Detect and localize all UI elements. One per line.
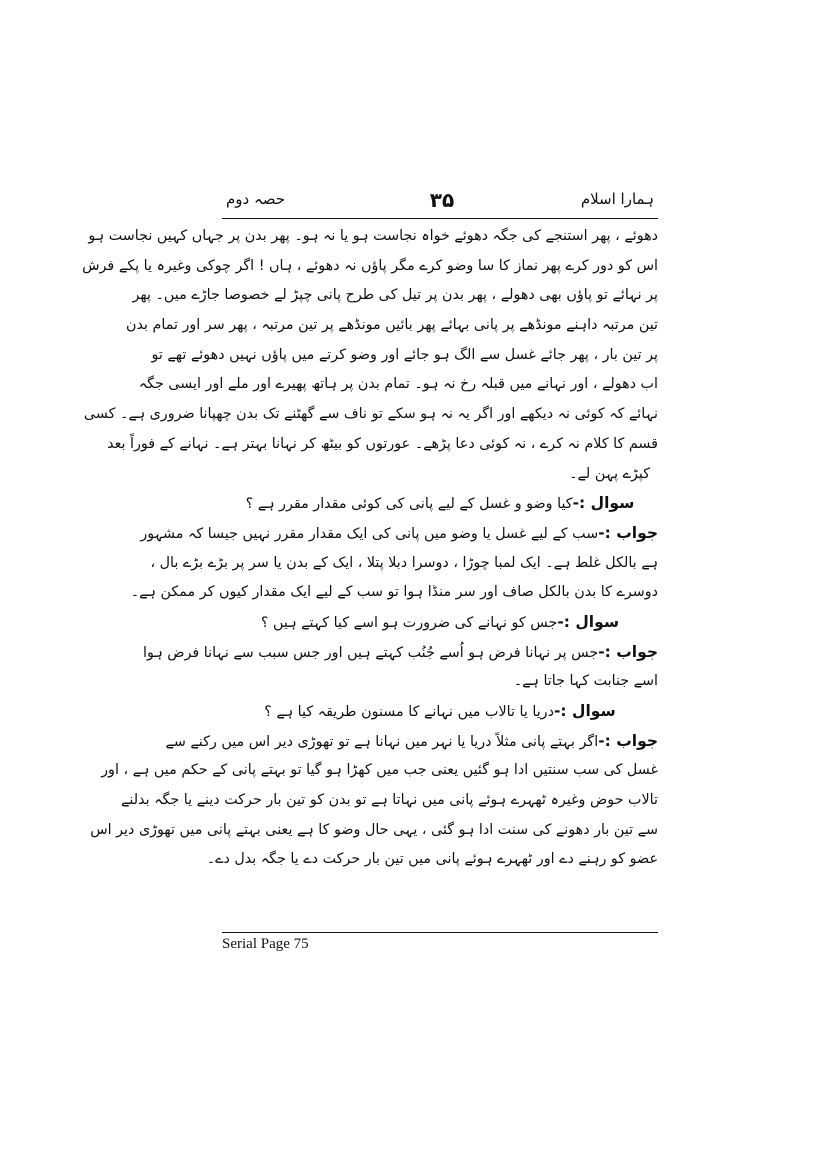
- line-text: دھوئے ، پھر استنجے کی جگہ دھوئے خواہ نجاست ہو یا نہ ہو۔ پھر بدن پر جہاں کہیں نجاست ہو: [88, 228, 658, 244]
- text-line: [83, 400, 658, 430]
- text-line: [140, 519, 658, 549]
- text-line: [88, 222, 658, 252]
- line-text: دوسرے کا بدن بالکل صاف اور سر منڈا ہوا تو سب کے لیے ایک مقدار کیوں کر ممکن ہے۔: [130, 584, 658, 601]
- qa-label: جواب :-: [598, 642, 658, 661]
- line-text: پر تین بار ، پھر جائے غسل سے الگ ہو جائے اور وضو کرتے میں پاؤں نہیں دھوئے تھے تو: [151, 346, 658, 363]
- text-line: [107, 430, 658, 460]
- line-text: اس کو دور کرے پھر نماز کا سا وضو کرے مگر پاؤں نہ دھوئے ، ہاں ! اگر چوکی وغیرہ یا پکے فرش: [82, 257, 658, 274]
- line-text: غسل کی سب سنتیں ادا ہو گئیں یعنی جب میں کھڑا ہو گیا تو بہتے پانی کے حکم میں ہے ، اور: [101, 762, 658, 779]
- page-number: ۳۵: [429, 188, 455, 212]
- line-text: اب دھولے ، اور نہانے میں قبلہ رخ نہ ہو۔ تمام بدن پر ہاتھ پھیرے اور ملے اور ایسی جگہ: [138, 376, 658, 393]
- serial-page-footer: Serial Page 75: [222, 936, 309, 952]
- text-line: [121, 786, 658, 816]
- text-line: [125, 311, 658, 341]
- line-text: تین مرتبہ داہنے مونڈھے پر پانی بہائے پھر بائیں مونڈھے پر تین مرتبہ ، پھر سر اور تمام بدن: [125, 317, 658, 334]
- line-text: ہے بالکل غلط ہے۔ ایک لمبا چوڑا ، دوسرا دبلا پتلا ، ایک کے بدن یا سر پر بڑے بڑے بال ،: [150, 554, 658, 571]
- qa-label: جواب :-: [598, 731, 658, 750]
- text-line: [101, 756, 658, 786]
- qa-label: سوال :-: [553, 702, 616, 720]
- page-header: [222, 188, 658, 219]
- line-text: اسے جنابت کہا جاتا ہے۔: [513, 673, 658, 690]
- text-line: [138, 370, 658, 400]
- book-title: ہمارا اسلام: [580, 190, 654, 208]
- text-line: [165, 727, 658, 757]
- qa-label: سوال :-: [557, 612, 620, 631]
- text-line: [150, 549, 658, 579]
- text-line: [130, 578, 658, 608]
- line-text: کپڑے پہن لے۔: [569, 465, 650, 482]
- text-line: [206, 845, 658, 875]
- page-body-text: [82, 222, 658, 875]
- text-line: [82, 252, 658, 282]
- bottom-rule: [222, 932, 658, 933]
- line-text: سے تین بار دھونے کی سنت ادا ہو گئی ، یہی حال وضو کا ہے یعنی بہتے پانی میں تھوڑی دیر اس: [90, 821, 658, 838]
- text-line: [222, 697, 658, 727]
- text-line: [222, 460, 658, 490]
- book-page: [82, 188, 658, 968]
- line-text: عضو کو رہنے دے اور ٹھہرے ہوئے پانی میں تین بار حرکت دے یا جگہ بدل دے۔: [206, 851, 658, 868]
- text-line: [151, 341, 658, 371]
- line-text: جس پر نہانا فرض ہو اُسے جُنُب کہتے ہیں اور جس سبب سے نہانا فرض ہوا: [142, 644, 599, 661]
- line-text: کیا وضو و غسل کے لیے پانی کی کوئی مقدار مقرر ہے ؟: [245, 496, 573, 513]
- text-line: [90, 816, 658, 846]
- line-text: اگر بہتے پانی مثلاً دریا یا نہر میں نہانا ہے تو تھوڑی دیر اس میں رکنے سے: [165, 733, 599, 750]
- line-text: پر نہائے تو پاؤں بھی دھولے ، پھر بدن پر تیل کی طرح پانی چپڑ لے خصوصا جاڑے میں۔ پھر: [132, 287, 658, 304]
- line-text: تالاب حوض وغیرہ ٹھہرے ہوئے پانی میں نہاتا ہے تو بدن کو تین بار حرکت دینے یا جگہ بدلنے: [121, 792, 658, 809]
- text-line: [222, 667, 658, 697]
- line-text: جس کو نہانے کی ضرورت ہو اسے کیا کہتے ہیں ؟: [260, 614, 558, 631]
- text-line: [222, 608, 658, 638]
- part-label: حصہ دوم: [226, 190, 286, 208]
- line-text: قسم کا کلام نہ کرے ، نہ کوئی دعا پڑھے۔ عورتوں کو بیٹھ کر نہانا بہتر ہے۔ نہانے کے فوراً بعد: [107, 435, 658, 452]
- qa-label: سوال :-: [572, 494, 635, 513]
- text-line: [142, 638, 658, 668]
- qa-label: جواب :-: [598, 523, 658, 542]
- line-text: نہائے کہ کوئی نہ دیکھے اور اگر یہ نہ ہو سکے تو ناف سے گھٹنے تک بدن چھپانا ضروری ہے۔ کسی: [83, 406, 658, 423]
- text-line: [132, 281, 658, 311]
- line-text: دریا یا تالاب میں نہانے کا مسنون طریقہ کیا ہے ؟: [264, 704, 554, 720]
- text-line: [222, 489, 658, 519]
- line-text: سب کے لیے غسل یا وضو میں پانی کی ایک مقدار مقرر نہیں جیسا کہ مشہور: [140, 525, 599, 542]
